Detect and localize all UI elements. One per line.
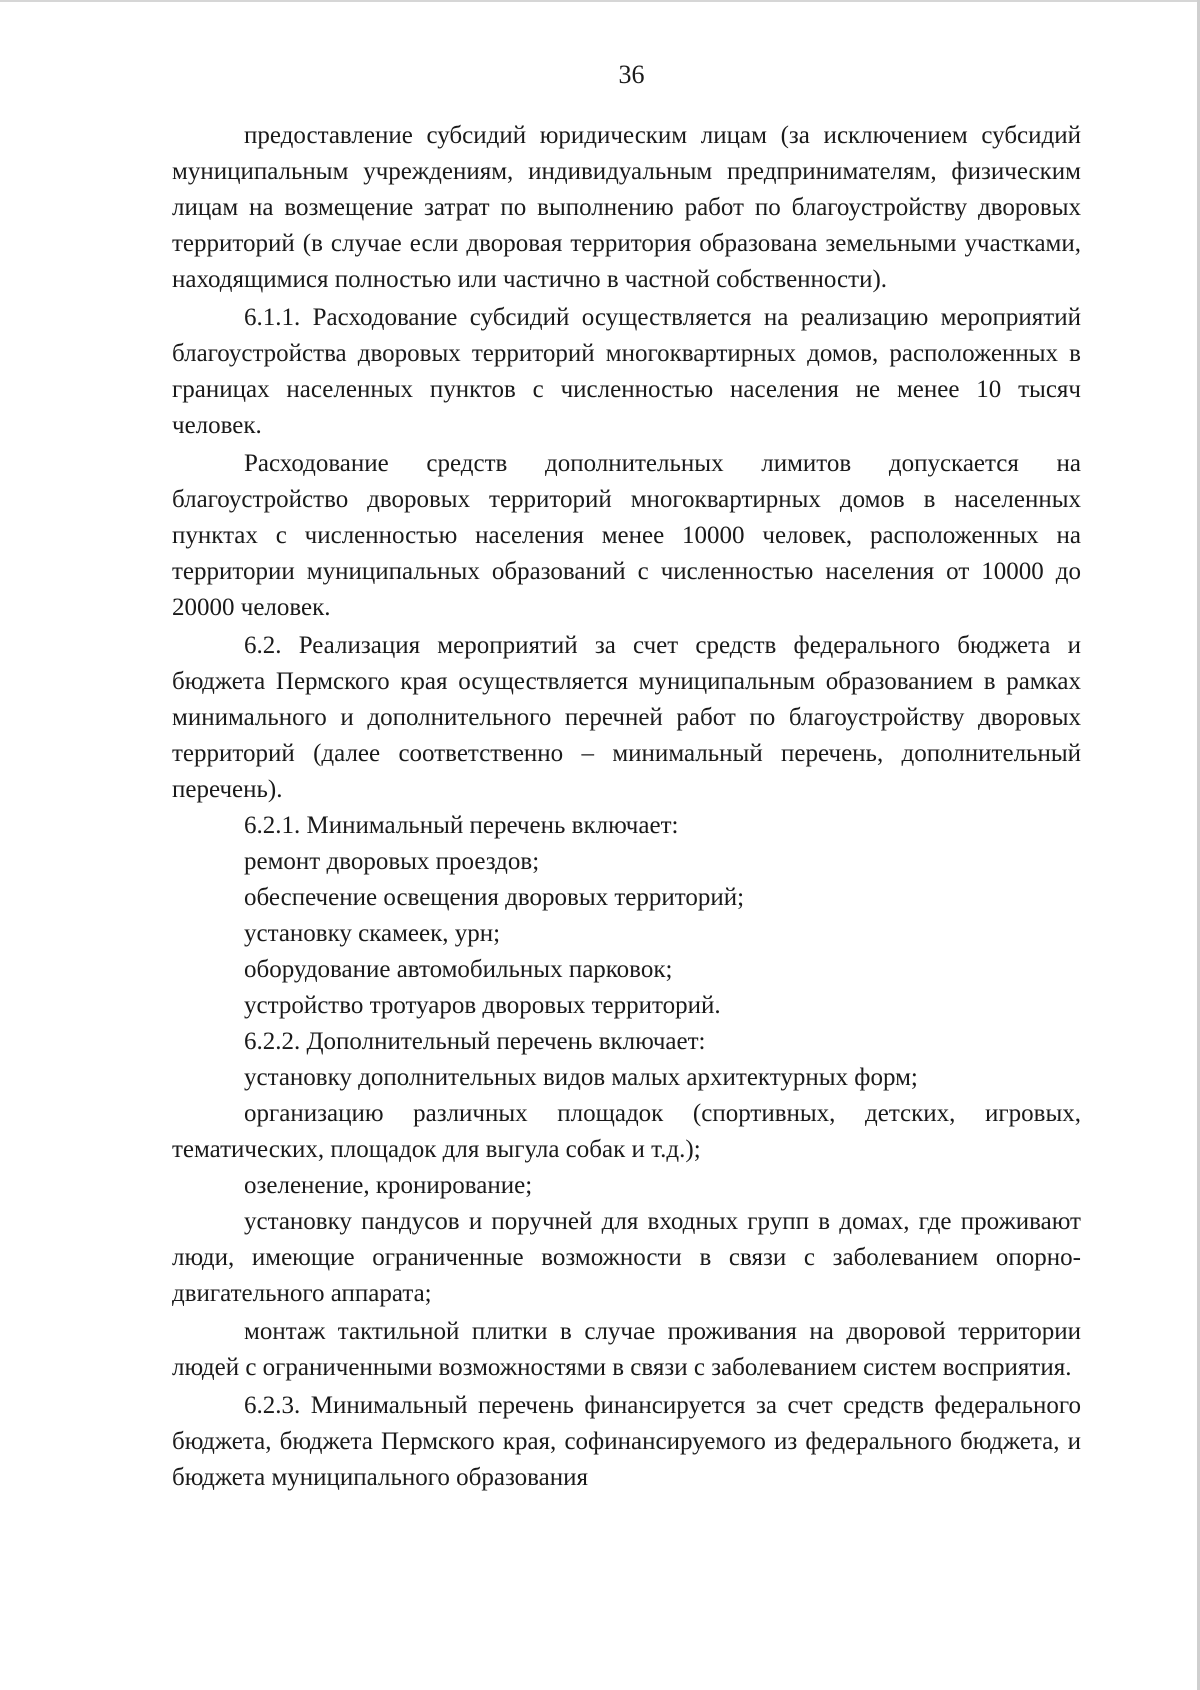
list-item-playgrounds: организацию различных площадок (спортивных, детских, игровых, тематических, площадок для выгула собак и т.д.); — [172, 1100, 1081, 1163]
paragraph-6-2-1-heading: 6.2.1. Минимальный перечень включает: — [244, 812, 679, 839]
list-item-road-repair: ремонт дворовых проездов; — [244, 848, 540, 875]
paragraph-6-2-3: 6.2.3. Минимальный перечень финансируется за счет средств федерального бюджета, бюджета Пермского края, софинансируемого из федерального бюджета, и бюджета муниципального образования — [172, 1392, 1081, 1491]
paragraph-subsidies-provision: предоставление субсидий юридическим лицам (за исключением субсидий муниципальным учреждениям, индивидуальным предпринимателям, физическим лицам на возмещение затрат по выполнению работ по благоустройству дворовых территорий (в случае если дворовая территория образована земельными участками, находящимися полностью или частично в частной собственности). — [172, 122, 1081, 293]
paragraph-6-1-1: 6.1.1. Расходование субсидий осуществляется на реализацию мероприятий благоустройства дворовых территорий многоквартирных домов, расположенных в границах населенных пунктов с численностью населения не менее 10 тысяч человек. — [172, 304, 1081, 439]
list-item-parking: оборудование автомобильных парковок; — [244, 956, 673, 983]
list-item-landscaping: озеленение, кронирование; — [244, 1172, 533, 1199]
list-item-benches: установку скамеек, урн; — [244, 920, 501, 947]
list-item-small-forms: установку дополнительных видов малых архитектурных форм; — [244, 1064, 918, 1091]
list-item-tactile-tiles: монтаж тактильной плитки в случае проживания на дворовой территории людей с ограниченными возможностями в связи с заболеванием систем восприятия. — [172, 1318, 1081, 1381]
list-item-sidewalks: устройство тротуаров дворовых территорий. — [244, 992, 721, 1019]
list-item-lighting: обеспечение освещения дворовых территорий; — [244, 884, 745, 911]
page-top-edge — [0, 0, 1200, 2]
paragraph-additional-limits: Расходование средств дополнительных лимитов допускается на благоустройство дворовых территорий многоквартирных домов в населенных пунктах с численностью населения менее 10000 человек, расположенных на территории муниципальных образований с численностью населения от 10000 до 20000 человек. — [172, 450, 1081, 621]
page-number: 36 — [618, 60, 645, 89]
paragraph-6-2-2-heading: 6.2.2. Дополнительный перечень включает: — [244, 1028, 706, 1055]
paragraph-6-2: 6.2. Реализация мероприятий за счет средств федерального бюджета и бюджета Пермского края осуществляется муниципальным образованием в рамках минимального и дополнительного перечней работ по благоустройству дворовых территорий (далее соответственно – минимальный перечень, дополнительный перечень). — [172, 632, 1081, 803]
document-body — [172, 118, 1081, 1496]
list-item-ramps: установку пандусов и поручней для входных групп в домах, где проживают люди, имеющие ограниченные возможности в связи с заболеванием опорно-двигательного аппарата; — [172, 1208, 1081, 1307]
